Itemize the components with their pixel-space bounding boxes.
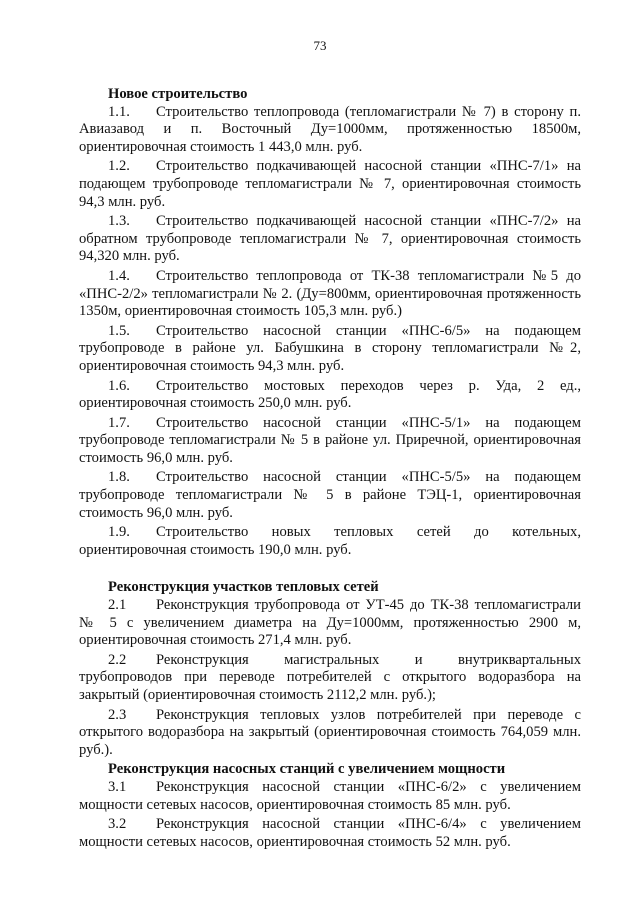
list-item: 1.5. Строительство насосной станции «ПНС-6/5» на подающем трубопроводе в районе ул. Бабушкина в сторону тепломагистрали №2, ориентировочная стоимость 94,3 млн. руб. <box>79 322 581 374</box>
list-item: 2.2 Реконструкция магистральных и внутриквартальных трубопроводов при переводе потребителей с открытого водоразбора на закрытый (ориентировочная стоимость 2112,2 млн. руб.); <box>79 651 581 703</box>
list-item: 3.1 Реконструкция насосной станции «ПНС-6/2» с увеличением мощности сетевых насосов, ориентировочная стоимость 85 млн. руб. <box>79 778 581 813</box>
list-item: 2.3 Реконструкция тепловых узлов потребителей при переводе с открытого водоразбора на закрытый (ориентировочная стоимость 764,059 млн. руб.). <box>79 706 581 758</box>
list-item: 3.2 Реконструкция насосной станции «ПНС-6/4» с увеличением мощности сетевых насосов, ориентировочная стоимость 52 млн. руб. <box>79 816 581 850</box>
document-body <box>79 86 581 853</box>
list-item: 1.3. Строительство подкачивающей насосной станции «ПНС-7/2» на обратном трубопроводе тепломагистрали № 7, ориентировочная стоимость 94,320 млн. руб. <box>79 213 581 265</box>
section-spacer <box>79 561 581 579</box>
list-item: 1.1. Строительство теплопровода (тепломагистрали № 7) в сторону п. Авиазавод и п. Восточный Ду=1000мм, протяженностью 18500м, ориентировочная стоимость 1 443,0 млн. руб. <box>79 103 581 155</box>
section-heading-network-reconstruction: Реконструкция участков тепловых сетей <box>108 579 379 596</box>
section-heading-new-construction: Новое строительство <box>108 86 248 102</box>
list-item: 1.6. Строительство мостовых переходов через р. Уда, 2 ед., ориентировочная стоимость 250,0 млн. руб. <box>79 377 581 412</box>
list-item: 1.8. Строительство насосной станции «ПНС-5/5» на подающем трубопроводе тепломагистрали № 5 в районе ТЭЦ-1, ориентировочная стоимость 96,0 млн. руб. <box>79 469 581 521</box>
list-item: 1.4. Строительство теплопровода от ТК-38 тепломагистрали №5 до «ПНС-2/2» тепломагистрали № 2. (Ду=800мм, ориентировочная протяженность 1350м, ориентировочная стоимость 105,3 млн. руб.) <box>79 267 581 320</box>
section-heading-pump-reconstruction: Реконструкция насосных станций с увеличением мощности <box>108 761 506 778</box>
list-item: 1.2. Строительство подкачивающей насосной станции «ПНС-7/1» на подающем трубопроводе тепломагистрали № 7, ориентировочная стоимость 94,3 млн. руб. <box>79 158 581 210</box>
page-number: 73 <box>313 38 327 53</box>
list-item: 2.1 Реконструкция трубопровода от УТ-45 до ТК-38 тепломагистрали № 5 с увеличением диаметра на Ду=1000мм, протяженностью 2900 м, ориентировочная стоимость 271,4 млн. руб. <box>79 597 581 649</box>
list-item: 1.9. Строительство новых тепловых сетей до котельных, ориентировочная стоимость 190,0 млн. руб. <box>79 524 581 558</box>
list-item: 1.7. Строительство насосной станции «ПНС-5/1» на подающем трубопроводе тепломагистрали № 5 в районе ул. Приречной, ориентировочная стоимость 96,0 млн. руб. <box>79 414 581 466</box>
